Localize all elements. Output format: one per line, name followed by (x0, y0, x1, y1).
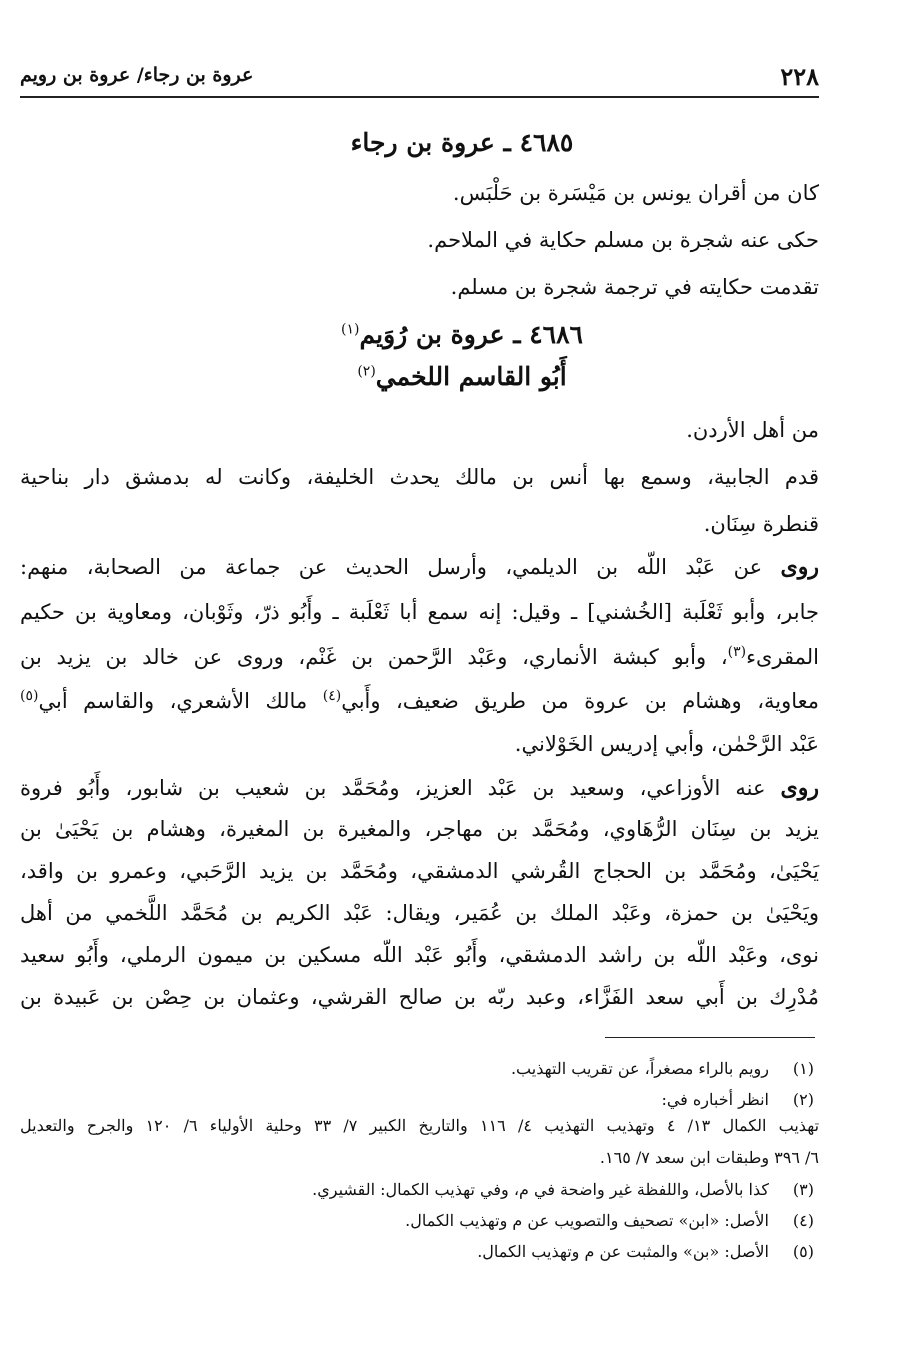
footnote-number: (٥) (792, 1242, 814, 1261)
footnote-3 (312, 1180, 814, 1199)
footnote-ref-4: (٤) (322, 688, 342, 704)
narrated-by-line: يزيد بن سِنَان الرُّهَاوي، ومُحَمَّد بن مهاجر، والمغيرة بن المغيرة، وهشام بن يَحْيَىٰ بن (20, 817, 819, 841)
footnote-4 (405, 1211, 814, 1230)
narrated-from-line: عَبْد الرَّحْمٰن، وأبي إدريس الخَوْلاني. (514, 732, 819, 756)
entry-title-4685: ٤٦٨٥ ـ عروة بن رجاء (350, 128, 574, 157)
entry-title-4686 (100, 320, 824, 349)
footnote-text: الأصل: «ابن» تصحيف والتصويب عن م وتهذيب الكمال. (405, 1211, 769, 1230)
bio-line: قنطرة سِنَان. (703, 512, 819, 536)
footnote-number: (١) (792, 1059, 814, 1078)
page-header (20, 62, 819, 96)
entry-4685-line: تقدمت حكايته في ترجمة شجرة بن مسلم. (450, 275, 819, 299)
footnote-number: (٢) (792, 1090, 814, 1109)
page-number: ٢٢٨ (780, 62, 819, 91)
narrated-by-line: يَحْيَىٰ، ومُحَمَّد بن الحجاج القُرشي الدمشقي، ومُحَمَّد بن يزيد الرَّحَبي، وعمرو بن واقد، (20, 859, 819, 883)
entry-4685-line: كان من أقران يونس بن مَيْسَرة بن حَلْبَس. (452, 181, 819, 205)
narrated-by-line (20, 775, 819, 801)
footnote-number: (٤) (792, 1211, 814, 1230)
narrated-from-text: ، وأبو كبشة الأنماري، وعَبْد الرَّحمن بن غَنْم، وروى عن خالد بن يزيد بن (20, 645, 728, 669)
footnote-1 (511, 1059, 814, 1078)
narrated-from-line: جابر، وأبو ثَعْلَبة [الخُشني] ـ وقيل: إنه سمع أبا ثَعْلَبة ـ وأَبُو ذرّ، وثَوْبان، ومعاوية بن حكيم (20, 600, 819, 624)
narrated-from-line (20, 554, 819, 580)
origin-line: من أهل الأردن. (686, 418, 819, 442)
narrated-from-line (20, 688, 819, 713)
narrated-by-line: ويَحْيَىٰ بن حمزة، وعَبْد الملك بن عُمَير، ويقال: عَبْد الكريم بن مُحَمَّد اللَّخمي من أهل (20, 901, 819, 925)
header-rule (20, 96, 819, 98)
entry-title-text: ٤٦٨٦ ـ عروة بن رُوَيم (359, 320, 583, 349)
footnote-text: الأصل: «بن» والمثبت عن م وتهذيب الكمال. (477, 1242, 769, 1261)
footnote-5 (477, 1242, 814, 1261)
footnote-ref-5: (٥) (20, 688, 39, 704)
running-title: عروة بن رجاء/ عروة بن رويم (20, 64, 254, 86)
entry-kunya (100, 362, 824, 391)
narrated-from-text: عن عَبْد اللّه بن الديلمي، وأرسل الحديث عن جماعة من الصحابة، منهم: (20, 555, 763, 579)
narrated-from-keyword: روى (780, 554, 819, 580)
footnote-ref-3: (٣) (727, 644, 747, 660)
footnote-ref-2: (٢) (357, 363, 376, 380)
footnote-2-continuation: ٦/ ٣٩٦ وطبقات ابن سعد ٧/ ١٦٥. (599, 1148, 819, 1167)
kunya-text: أَبُو القاسم اللخمي (375, 362, 567, 391)
footnote-text: رويم بالراء مصغراً، عن تقريب التهذيب. (510, 1059, 769, 1078)
footnote-text: انظر أخباره في: (661, 1090, 769, 1109)
footnote-ref-1: (١) (341, 321, 360, 338)
narrated-by-keyword: روى (780, 775, 819, 801)
footnote-text: كذا بالأصل، واللفظة غير واضحة في م، وفي تهذيب الكمال: القشيري. (312, 1180, 769, 1199)
narrated-from-line (20, 644, 819, 669)
narrated-from-text: المقرىء (746, 645, 819, 669)
narrated-from-text: مالك الأشعري، والقاسم أبي (38, 689, 308, 713)
narrated-by-text: عنه الأوزاعي، وسعيد بن عَبْد العزيز، ومُحَمَّد بن شعيب بن شابور، وأَبُو فروة (20, 776, 766, 800)
footnote-rule (605, 1037, 815, 1038)
footnote-2-continuation: تهذيب الكمال ١٣/ ٤ وتهذيب التهذيب ٤/ ١١٦ والتاريخ الكبير ٧/ ٣٣ وحلية الأولياء ٦/ ١٢٠ والجرح والتعديل (20, 1116, 820, 1135)
entry-4685-line: حكى عنه شجرة بن مسلم حكاية في الملاحم. (427, 228, 819, 252)
bio-line: قدم الجابية، وسمع بها أنس بن مالك يحدث الخليفة، وكانت له بدمشق دار بناحية (20, 465, 819, 489)
narrated-by-line: مُدْرِك بن أَبي سعد الفَزَّاء، وعبد ربّه بن صالح القرشي، وعثمان بن حِصْن بن عَبيدة بن (20, 985, 819, 1009)
footnote-2 (661, 1090, 814, 1109)
footnote-number: (٣) (792, 1180, 814, 1199)
narrated-by-line: نوى، وعَبْد اللّه بن راشد الدمشقي، وأَبُو عَبْد اللّه مسكين بن ميمون الرملي، وأَبُو سعيد (20, 943, 819, 967)
narrated-from-text: معاوية، وهشام بن عروة من طريق ضعيف، وأَبي (341, 689, 819, 713)
